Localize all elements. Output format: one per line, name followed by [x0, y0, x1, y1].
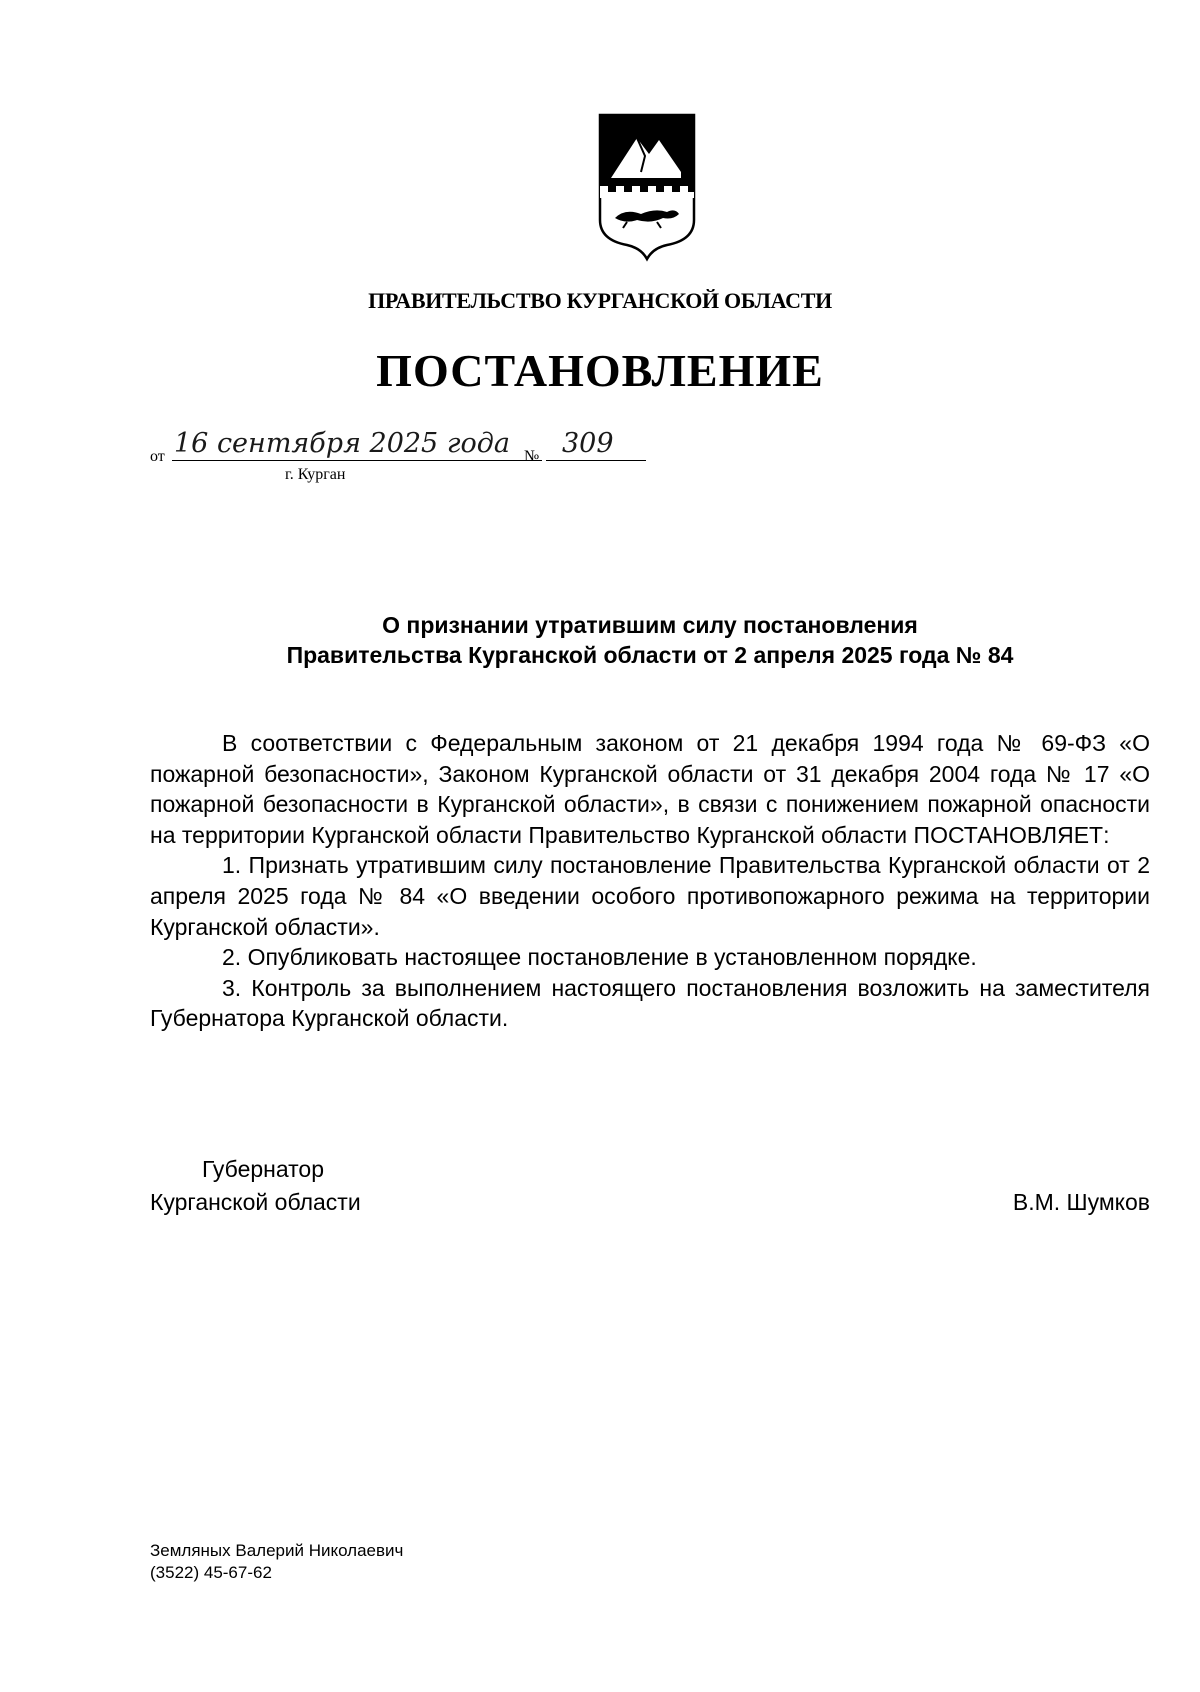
signatory-position [150, 1153, 361, 1219]
body-item-1: 1. Признать утратившим силу постановление Правительства Курганской области от 2 апреля 2025 года № 84 «О введении особого противопожарного режима на территории Курганской области». [150, 852, 1150, 940]
handwritten-number: 309 [562, 428, 614, 459]
preamble-paragraph: В соответствии с Федеральным законом от 21 декабря 1994 года № 69-ФЗ «О пожарной безопасности», Законом Курганской области от 31 декабря 2004 года № 17 «О пожарной безопасности в Курганской области», в связи с понижением пожарной опасности на территории Курганской области Правительство Курганской области ПОСТАНОВЛЯЕТ: [150, 730, 1150, 848]
body-item-2: 2. Опубликовать настоящее постановление в установленном порядке. [222, 944, 977, 971]
executor-phone: (3522) 45-67-62 [150, 1563, 272, 1582]
document-body [150, 728, 1150, 1034]
kurgan-coat-of-arms-icon [597, 112, 697, 262]
number-label: № [524, 448, 540, 465]
date-from-label: от [150, 448, 165, 465]
number-underline [546, 460, 646, 461]
date-underline [172, 460, 542, 461]
document-type-heading: ПОСТАНОВЛЕНИЕ [376, 345, 824, 396]
executor-info [150, 1540, 403, 1584]
executor-name: Земляных Валерий Николаевич [150, 1541, 404, 1560]
handwritten-date: 16 сентября 2025 года [174, 428, 510, 459]
body-item-3: 3. Контроль за выполнением настоящего постановления возложить на заместителя Губернатора Курганской области. [150, 974, 1150, 1032]
title-line-1: О признании утратившим силу постановления [382, 612, 918, 638]
signatory-name: В.М. Шумков [1012, 1189, 1150, 1215]
position-line-1: Губернатор [202, 1156, 325, 1182]
issuing-authority: ПРАВИТЕЛЬСТВО КУРГАНСКОЙ ОБЛАСТИ [368, 288, 832, 313]
city-label: г. Курган [285, 466, 346, 483]
date-number-line [150, 428, 650, 488]
title-line-2: Правительства Курганской области от 2 апреля 2025 года № 84 [286, 642, 1014, 668]
position-line-2: Курганской области [150, 1189, 361, 1215]
document-title [150, 610, 1150, 670]
